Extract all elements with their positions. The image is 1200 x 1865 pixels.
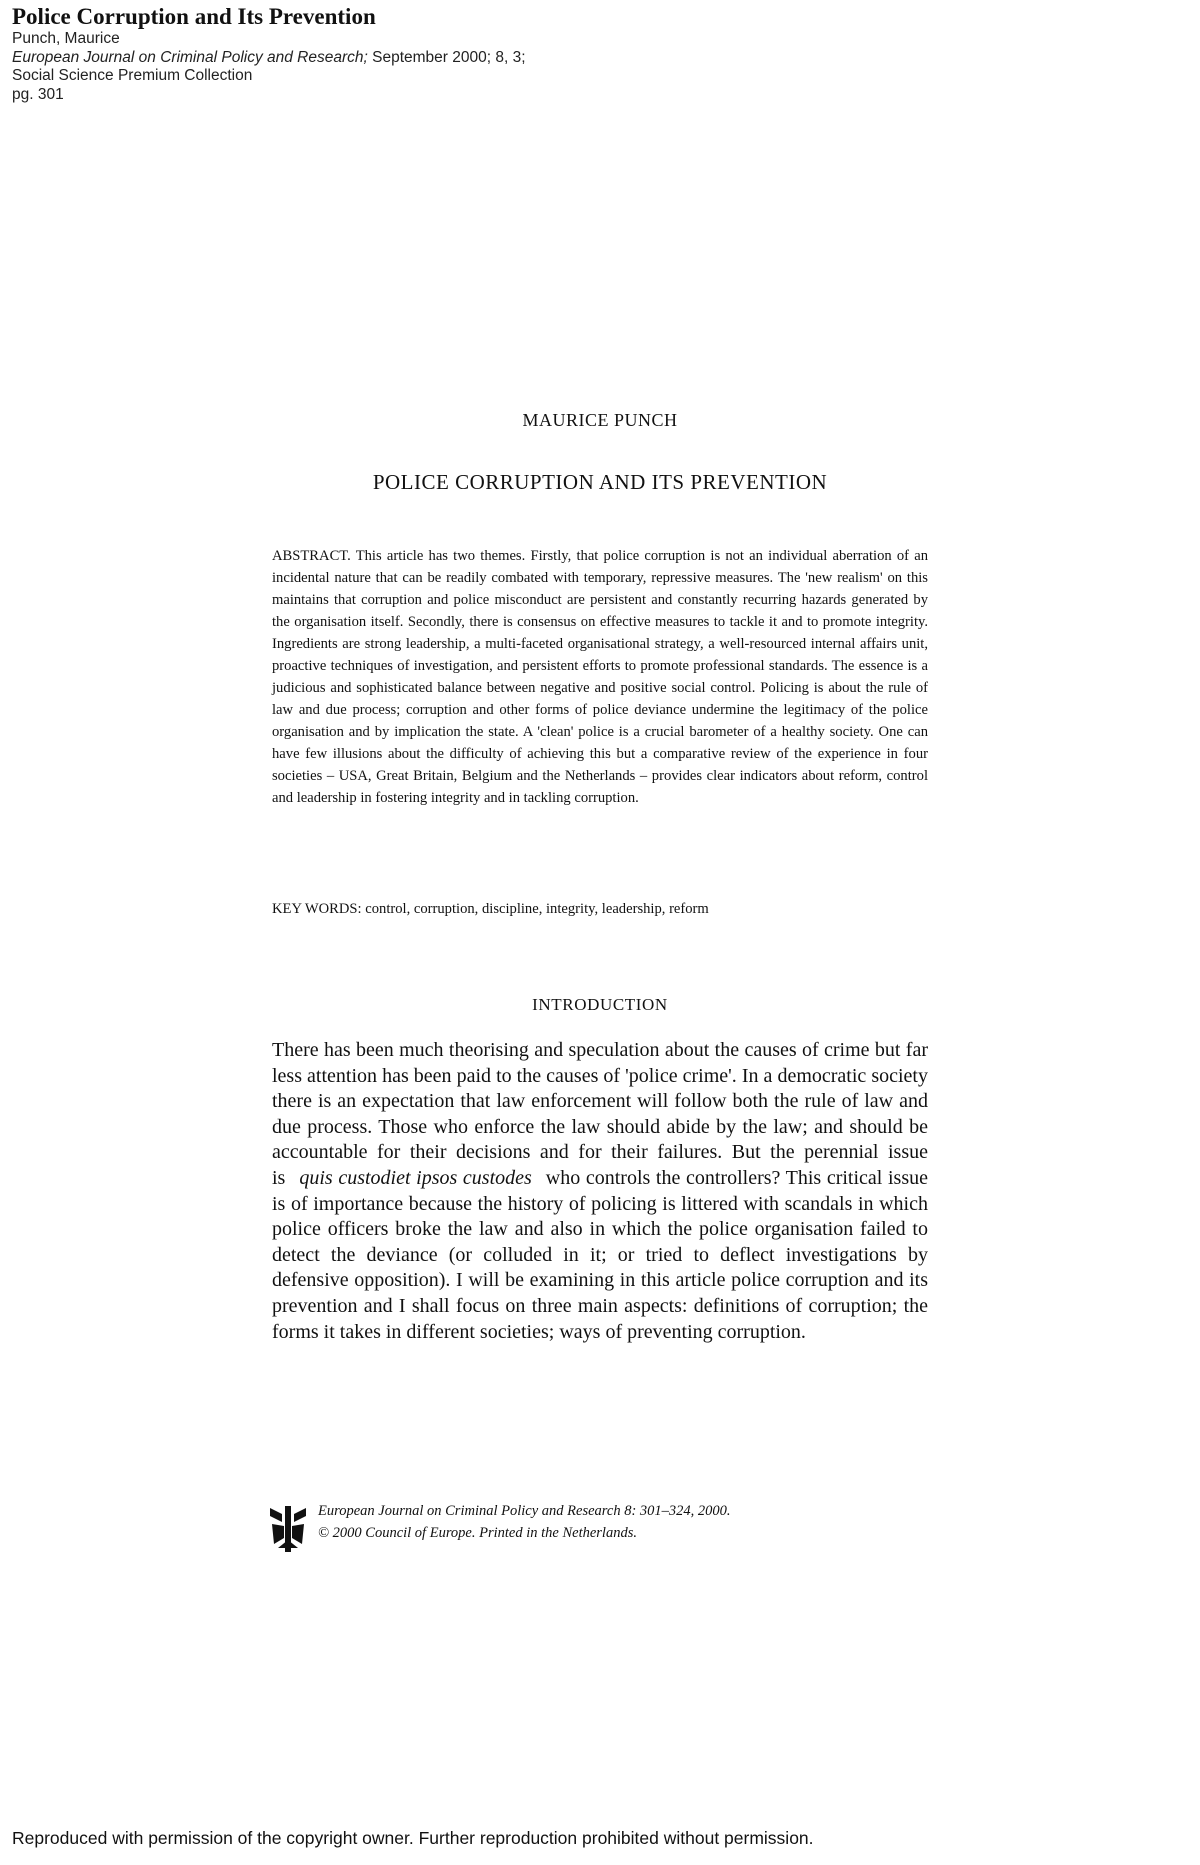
permission-notice: Reproduced with permission of the copyright owner. Further reproduction prohibited without permission.: [12, 1828, 814, 1848]
keywords: KEY WORDS: control, corruption, discipline, integrity, leadership, reform: [272, 901, 709, 917]
journal-line: [12, 49, 1112, 68]
issue-info: September 2000; 8, 3;: [367, 48, 526, 66]
article-title: POLICE CORRUPTION AND ITS PREVENTION: [372, 470, 828, 494]
latin-phrase: quis custodiet ipsos custodes: [299, 1166, 532, 1189]
footer-copyright-line: © 2000 Council of Europe. Printed in the Netherlands.: [318, 1525, 637, 1541]
page-number: pg. 301: [12, 85, 64, 103]
document-title: Police Corruption and Its Prevention: [12, 4, 376, 29]
footer-text: [318, 1500, 731, 1544]
publisher-footer: [268, 1500, 908, 1560]
footer-journal-line: European Journal on Criminal Policy and Research 8: 301–324, 2000.: [318, 1503, 731, 1519]
introduction-paragraph: [272, 1038, 928, 1345]
article-author: MAURICE PUNCH: [522, 410, 678, 430]
abstract: ABSTRACT. This article has two themes. Firstly, that police corruption is not an individual aberration of an incidental nature that can be readily combated with temporary, repressive measures. The 'new realism' on this maintains that corruption and police misconduct are persistent and constantly recurring hazards generated by the organisation itself. Secondly, there is consensus on effective measures to tackle it and to promote integrity. Ingredients are strong leadership, a multi-faceted organisational strategy, a well-resourced internal affairs unit, proactive techniques of investigation, and persistent efforts to promote professional standards. The essence is a judicious and sophisticated balance between negative and positive social control. Policing is about the rule of law and due process; corruption and other forms of police deviance undermine the legitimacy of the police organisation and by implication the state. A 'clean' police is a crucial barometer of a healthy society. One can have few illusions about the difficulty of achieving this but a comparative review of the experience in four societies – USA, Great Britain, Belgium and the Netherlands – provides clear indicators about reform, control and leadership in fostering integrity and in tackling corruption.: [272, 548, 928, 806]
publisher-logo-icon: [268, 1504, 308, 1554]
citation-header: [12, 4, 1112, 104]
section-heading-introduction: INTRODUCTION: [532, 995, 668, 1014]
journal-name: European Journal on Criminal Policy and Research;: [12, 48, 368, 66]
collection-line: Social Science Premium Collection: [12, 67, 253, 84]
author-line: Punch, Maurice: [12, 30, 120, 47]
intro-text-part-2: who controls the controllers? This critical issue is of importance because the history of policing is littered with scandals in which police officers broke the law and also in which the police organisation failed to detect the deviance (or colluded in it; or tried to deflect investigations by defensive opposition). I will be examining in this article police corruption and its prevention and I shall focus on three main aspects: definitions of corruption; the forms it takes in different societies; ways of preventing corruption.: [272, 1166, 928, 1343]
intro-text-part-1: There has been much theorising and speculation about the causes of crime but far less attention has been paid to the causes of 'police crime'. In a democratic society there is an expectation that law enforcement will follow both the rule of law and due process. Those who enforce the law should abide by the law; and should be accountable for their decisions and for their failures. But the perennial issue is: [272, 1039, 928, 1189]
